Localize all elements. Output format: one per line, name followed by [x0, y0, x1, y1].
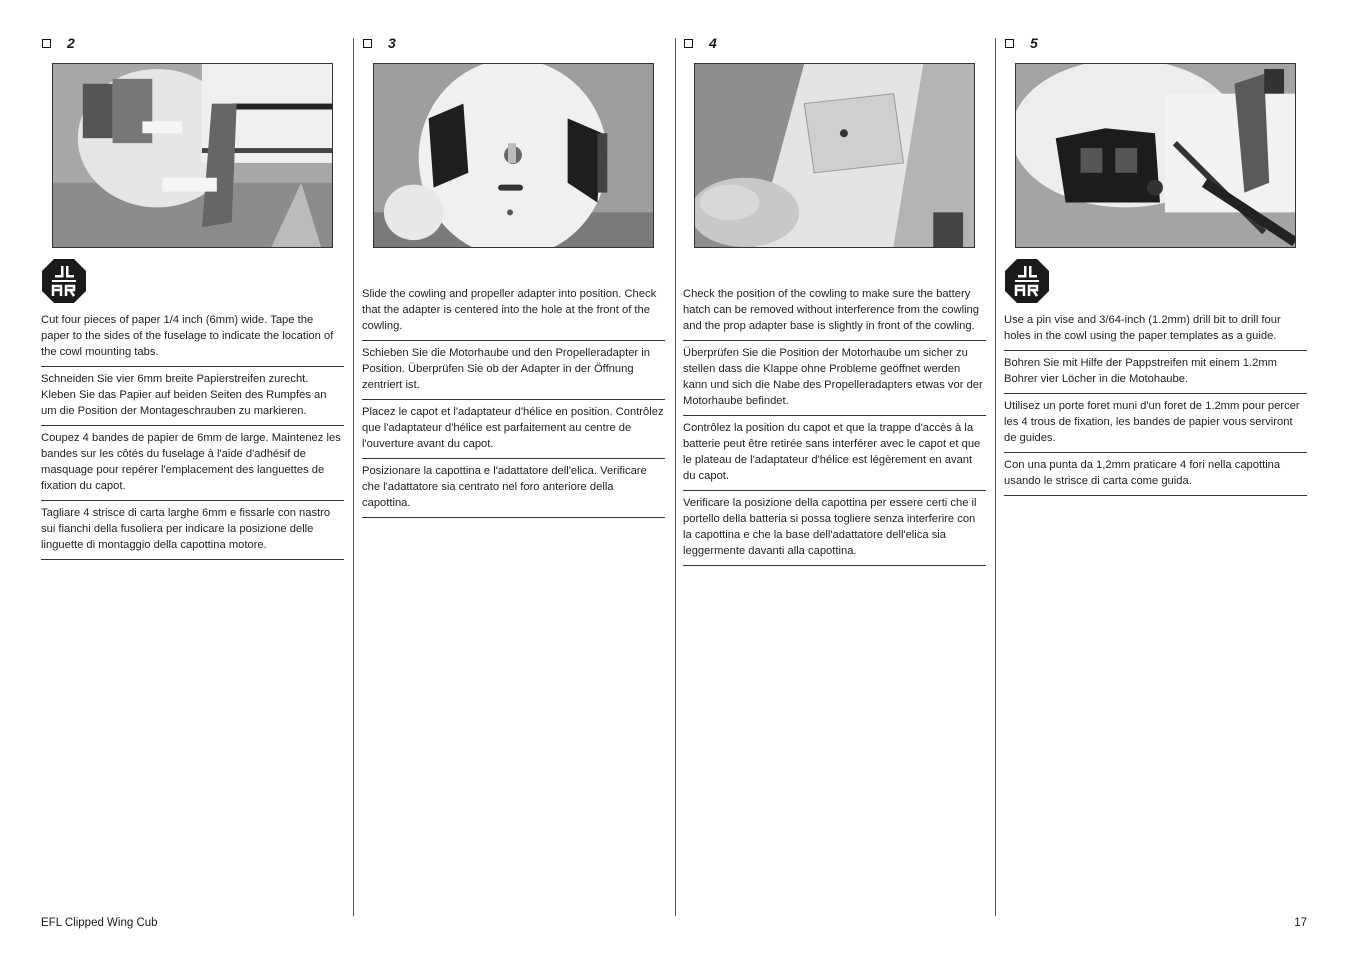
paragraph-french: Utilisez un porte foret muni d'un foret de 1.2mm pour percer les 4 trous de fixation, les bandes de papier vous serviront de guides.	[1004, 398, 1307, 453]
step-number: 4	[709, 35, 717, 51]
column-divider	[353, 38, 354, 916]
paragraph-english: Use a pin vise and 3/64-inch (1.2mm) drill bit to drill four holes in the cowl using the paper templates as a guide.	[1004, 312, 1307, 351]
step-2-photo	[52, 63, 333, 248]
step-4-photo	[694, 63, 975, 248]
column-divider	[675, 38, 676, 916]
tools-required-icon	[1004, 258, 1050, 304]
step-5-column	[1004, 34, 1307, 500]
footer-page-number: 17	[1294, 917, 1307, 929]
step-4-column	[683, 34, 986, 570]
paragraph-english: Check the position of the cowling to make sure the battery hatch can be removed without interference from the cowling and the prop adapter base is slightly in front of the cowling.	[683, 286, 986, 341]
step-header	[683, 34, 986, 52]
column-divider	[995, 38, 996, 916]
paragraph-english: Slide the cowling and propeller adapter into position. Check that the adapter is centered into the hole at the front of the cowling.	[362, 286, 665, 341]
paragraph-italian: Tagliare 4 strisce di carta larghe 6mm e fissarle con nastro sui fianchi della fusoliera per indicare la posizione delle linguette di montaggio della capottina motore.	[41, 505, 344, 560]
step-checkbox[interactable]	[42, 39, 51, 48]
step-number: 5	[1030, 35, 1038, 51]
step-3-column	[362, 34, 665, 522]
step-header	[1004, 34, 1307, 52]
step-checkbox[interactable]	[684, 39, 693, 48]
step-number: 2	[67, 35, 75, 51]
step-5-photo	[1015, 63, 1296, 248]
paragraph-french: Placez le capot et l'adaptateur d'hélice en position. Contrôlez que l'adaptateur d'hélice est parfaitement au centre de l'ouverture avant du capot.	[362, 404, 665, 459]
paragraph-french: Contrôlez la position du capot et que la trappe d'accès à la batterie peut être retirée sans interférer avec le capot et que le plateau de l'adaptateur d'hélice est légèrement en avant du capot.	[683, 420, 986, 491]
step-checkbox[interactable]	[1005, 39, 1014, 48]
paragraph-italian: Posizionare la capottina e l'adattatore dell'elica. Verificare che l'adattatore sia centrato nel foro anteriore della capottina.	[362, 463, 665, 518]
step-3-photo	[373, 63, 654, 248]
step-number: 3	[388, 35, 396, 51]
paragraph-german: Überprüfen Sie die Position der Motorhaube um sicher zu stellen dass die Klappe ohne Probleme geöffnet werden kann und sich die Nabe des Propelleradapters etwas vor der Motorhaube befindet.	[683, 345, 986, 416]
step-checkbox[interactable]	[363, 39, 372, 48]
footer-product-name: EFL Clipped Wing Cub	[41, 917, 158, 929]
paragraph-german: Schieben Sie die Motorhaube und den Propelleradapter in Position. Überprüfen Sie ob der Adapter in der Öffnung zentriert ist.	[362, 345, 665, 400]
tools-required-icon	[41, 258, 87, 304]
step-header	[41, 34, 344, 52]
paragraph-german: Schneiden Sie vier 6mm breite Papierstreifen zurecht. Kleben Sie das Papier auf beiden Seiten des Rumpfes an um die Position der Montageschrauben zu markieren.	[41, 371, 344, 426]
paragraph-french: Coupez 4 bandes de papier de 6mm de large. Maintenez les bandes sur les côtés du fuselage à l'aide d'adhésif de masquage pour repérer l'emplacement des languettes de fixation du capot.	[41, 430, 344, 501]
paragraph-italian: Con una punta da 1,2mm praticare 4 fori nella capottina usando le strisce di carta come guida.	[1004, 457, 1307, 496]
step-header	[362, 34, 665, 52]
paragraph-english: Cut four pieces of paper 1/4 inch (6mm) wide. Tape the paper to the sides of the fuselage to indicate the location of the cowl mounting tabs.	[41, 312, 344, 367]
paragraph-italian: Verificare la posizione della capottina per essere certi che il portello della batteria si possa togliere senza interferire con la capottina e che la base dell'adattatore dell'elica sia leggermente davanti alla capottina.	[683, 495, 986, 566]
paragraph-german: Bohren Sie mit Hilfe der Pappstreifen mit einem 1.2mm Bohrer vier Löcher in die Motohaube.	[1004, 355, 1307, 394]
step-2-column	[41, 34, 344, 564]
